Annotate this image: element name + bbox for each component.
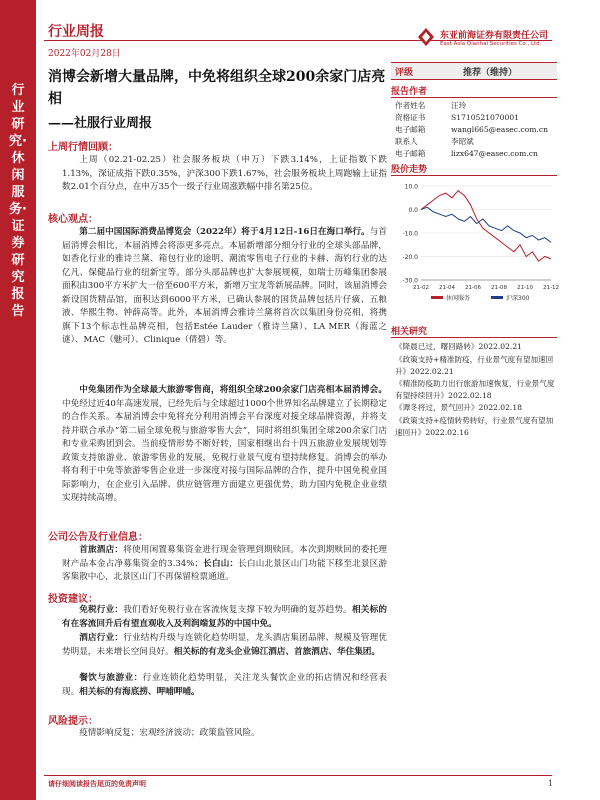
chart-legend-swatch bbox=[431, 296, 443, 299]
author-heading: 报告作者 bbox=[391, 87, 428, 97]
author-divider bbox=[391, 97, 557, 98]
chart-divider bbox=[391, 175, 557, 176]
logo-en-text: East Asia Qianhai Securities Co., Ltd. bbox=[440, 41, 542, 47]
analyst-row bbox=[395, 148, 538, 159]
analyst-value: 汪玲 bbox=[451, 101, 467, 110]
rating-bar bbox=[391, 62, 557, 80]
analyst-row bbox=[395, 100, 466, 111]
chart-series-line bbox=[421, 191, 551, 262]
announcement-2-title: 长白山： bbox=[203, 558, 239, 569]
investment-p1-bold: 相关标的有在客流回升后有望直观收入及利润端复苏的中国中免。 bbox=[62, 605, 387, 629]
chart-legend-swatch bbox=[491, 296, 503, 299]
chart-heading: 股价走势 bbox=[391, 165, 428, 175]
analyst-value: S1710521070001 bbox=[451, 113, 520, 122]
core-views-p2-bold: 中免集团作为全球最大旅游零售商，将组织全球200余家门店亮相本届消博会。 bbox=[79, 385, 387, 395]
related-divider bbox=[391, 337, 557, 338]
investment-p2-title: 酒店行业： bbox=[79, 633, 124, 643]
announcements-text bbox=[62, 544, 387, 585]
footer-divider bbox=[44, 775, 552, 776]
logo-cn-text: 东亚前海证券有限责任公司 bbox=[440, 31, 549, 41]
chart-x-tick-label: 21-12 bbox=[543, 285, 559, 291]
investment-p2-bold: 相关标的有龙头企业锦江酒店、首旅酒店、华住集团。 bbox=[173, 646, 380, 657]
core-views-p2 bbox=[62, 384, 387, 506]
analyst-key: 联系人 bbox=[395, 137, 418, 146]
risk-heading: 风险提示： bbox=[48, 716, 98, 727]
report-title: 消博会新增大量品牌，中免将组织全球200余家门店亮相 bbox=[48, 69, 386, 107]
investment-heading: 投资建议： bbox=[48, 594, 98, 605]
announcement-1-text: 将使用闲置募集资金进行现金管理到期赎回。本次到期赎回的委托理财产品本金占净募集资金的3.34%； bbox=[62, 545, 387, 569]
risk-text: 疫情影响反复；宏观经济波动；政策监管风险。 bbox=[79, 728, 260, 738]
weekly-review-text: 上周（02.21-02.25）社会服务板块（申万）下跌3.14%，上证指数下跌1.13%，深证成指下跌0.35%，沪深300下跌1.67%，社会服务板块上周跑输上证指数2.01个百分点，在申万35个一级子行业周涨跌幅中排名第25位。 bbox=[62, 155, 387, 192]
weekly-review-heading: 上周行情回顾： bbox=[48, 142, 118, 153]
chart-y-tick-label: 10.0 bbox=[404, 183, 418, 191]
chart-series-line bbox=[421, 207, 551, 242]
investment-p3-text: 行业连锁化趋势明显，关注龙头餐饮企业的拓店情况和经营表现。 bbox=[62, 673, 387, 697]
core-views-p1-bold: 第二届中国国际消费品博览会（2022年）将于4月12日-16日在海口举行。 bbox=[79, 227, 370, 237]
investment-p3-title: 餐饮与旅游业： bbox=[79, 673, 143, 683]
footer-disclaimer: 请仔细阅读报告尾页的免责声明 bbox=[48, 779, 146, 788]
chart-y-tick-label: -20.0 bbox=[402, 254, 418, 261]
investment-p2 bbox=[62, 632, 387, 659]
investment-p1-text: 我们看好免税行业在客流恢复支撑下较为明确的复苏趋势。 bbox=[123, 605, 352, 615]
chart-x-tick-label: 21-10 bbox=[517, 285, 533, 291]
header-title: 行业周报 bbox=[48, 24, 104, 40]
analyst-email[interactable]: wangl665@easec.com.cn bbox=[451, 125, 548, 134]
analyst-row bbox=[395, 136, 474, 147]
core-views-p2-rest: 中免经过近40年高速发展，已经先后与全球超过1000个世界知名品牌建立了长期稳定的合作关系。本届消博会中免将充分利用消博会平台深度对接全球品牌资源，并将支持并联合承办“第二届全球免税与旅游零售大会”，同时将组织集团全球200余家门店和专业采购团到会。当前疫情形势不断好转，国家相继出台十四五旅游业发展规划等政策支持旅游业、旅游零售业的发展，免税行业景气度有望持续修复。消博会的举办将有利于中免等旅游零售企业进一步深度对接与国际品牌的合作，提升中国免税业国际影响力，在企业引入品牌、供应链管理方面建立更强优势，助力国内免税企业业绩实现持续高增。 bbox=[62, 398, 387, 503]
analyst-key: 电子邮箱 bbox=[395, 125, 426, 134]
core-views-heading: 核心观点： bbox=[48, 214, 98, 225]
chart-x-tick-label: 21-04 bbox=[439, 285, 455, 291]
chart-y-tick-label: 0.0 bbox=[408, 207, 418, 214]
rating-value: 推荐（维持） bbox=[463, 68, 518, 78]
core-views-p1-rest: 与首届消博会相比，本届消博会将添更多亮点。本届新增部分细分行业的全球头部品牌，如香化行业的雅诗兰黛、箱包行业的途明、潮流零售电子行业的卡赫、海钓行业的达亿凡、保健品行业的纽新宝等。部分头部品牌也扩大参展规模，如瑞士历峰集团参展面积由300平方米扩大一倍至600平方米，新增万宝龙等新展品牌。同时，该届消博会新设国货精品馆，面积达到6000平方米，已确认参展的国货品牌包括片仔癀、五粮液、华熙生物、钟薛高等。此外，本届消博会雅诗兰黛将首次以集团身份亮相，将携旗下13个标志性品牌亮相，包括Estée Lauder（雅诗兰黛）、LA MER（海蓝之谜）、MAC（魅可）、Clinique（倩碧）等。 bbox=[62, 227, 387, 345]
analyst-key: 资格证书 bbox=[395, 113, 426, 122]
related-report-link[interactable]: 《精准防疫助力出行旅游加速恢复，行业景气度有望持续回升》2022.02.18 bbox=[395, 379, 555, 400]
chart-legend-label: 休闲服务 bbox=[446, 295, 471, 302]
investment-p1-title: 免税行业： bbox=[79, 605, 124, 615]
analyst-email[interactable]: lizx647@easec.com.cn bbox=[451, 149, 538, 158]
price-trend-chart bbox=[391, 180, 557, 310]
chart-x-tick-label: 21-06 bbox=[465, 285, 481, 291]
chart-y-tick-label: -10.0 bbox=[402, 230, 418, 238]
company-logo bbox=[418, 26, 558, 56]
analyst-value: 李昭斌 bbox=[451, 137, 474, 146]
related-report-link[interactable]: 《政策支持+疫情转势转好，行业景气度有望加速回升》2022.02.16 bbox=[395, 416, 554, 437]
analyst-key: 作者姓名 bbox=[395, 101, 426, 110]
chart-y-tick-label: -30.0 bbox=[402, 277, 418, 285]
related-report-link[interactable]: 《政策支持+精准防疫，行业景气度有望加速回升》2022.02.21 bbox=[395, 355, 554, 376]
investment-p2-text: 行业结构升级与连锁化趋势明显，龙头酒店集团品牌、规模及管理优势明显，未来增长空间良好。 bbox=[62, 633, 387, 657]
sidebar-strip bbox=[0, 0, 36, 800]
report-date: 2022年02月28日 bbox=[48, 49, 121, 59]
investment-p3-bold: 相关标的有海底捞、呷哺呷哺。 bbox=[79, 686, 200, 697]
related-report-link[interactable]: 《谭冬将过，景气回升》2022.02.18 bbox=[395, 403, 523, 412]
sidebar-label: 行业研究·休闲服务·证券研究报告 bbox=[9, 83, 27, 319]
analyst-key: 电子邮箱 bbox=[395, 149, 426, 158]
announcements-heading: 公司公告及行业信息： bbox=[48, 532, 148, 543]
core-views-p1 bbox=[62, 226, 387, 348]
announcement-1-title: 首旅酒店： bbox=[79, 545, 124, 555]
related-heading: 相关研究 bbox=[391, 327, 428, 337]
chart-legend-label: 沪深300 bbox=[506, 295, 530, 302]
announcement-2-text: 长白山北景区山门功能下移至北景区游客集散中心，北景区山门不再保留检票通道。 bbox=[62, 558, 387, 582]
report-subtitle: ——社服行业周报 bbox=[48, 116, 153, 131]
analyst-row bbox=[395, 124, 548, 135]
page-number: 1 bbox=[548, 779, 554, 788]
logo-mark-icon bbox=[418, 28, 434, 46]
related-report-link[interactable]: 《降晨已过，曙回路转》2022.02.21 bbox=[395, 342, 523, 351]
investment-p3 bbox=[62, 672, 387, 699]
analyst-row bbox=[395, 112, 519, 123]
chart-x-tick-label: 21-02 bbox=[413, 285, 429, 291]
rating-label: 评级 bbox=[395, 68, 414, 78]
chart-x-tick-label: 21-08 bbox=[491, 285, 507, 291]
investment-p1 bbox=[62, 604, 387, 631]
